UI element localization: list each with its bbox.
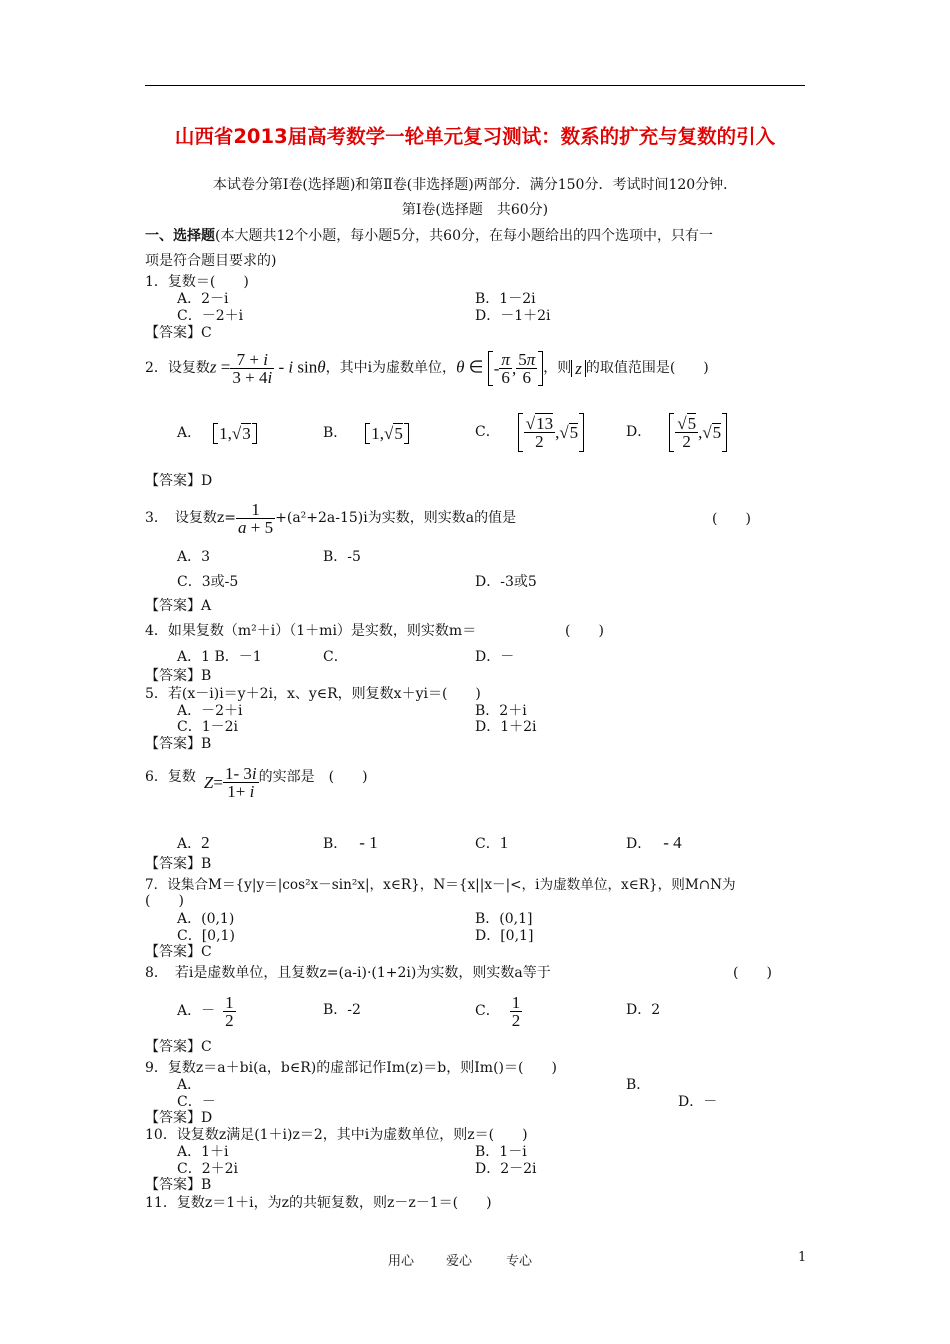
footer-mid: 爱心 xyxy=(446,1254,473,1269)
q9-answer xyxy=(145,1110,212,1127)
answer-label: 【答案】 xyxy=(145,1177,201,1193)
q6-option-d-label: D． xyxy=(626,836,652,852)
q4-option-d: D．－ xyxy=(475,649,515,665)
q6-option-b-value: - 1 xyxy=(359,833,378,852)
intro-text: 本试卷分第Ⅰ卷(选择题)和第Ⅱ卷(非选择题)两部分．满分150分．考试时间120分钟． xyxy=(212,177,738,193)
q2-option-c xyxy=(475,404,584,460)
answer-label: 【答案】 xyxy=(145,325,201,341)
q2-option-a xyxy=(177,410,257,456)
q2-option-b xyxy=(323,410,409,456)
section-desc-cont: 项是符合题目要求的) xyxy=(145,253,277,269)
q2-option-a-math: 1,√3 xyxy=(213,423,257,444)
q3-paren: ( ) xyxy=(712,511,751,527)
q8-paren: ( ) xyxy=(733,965,772,981)
q11-stem: 11．复数z＝1＋i，为z的共轭复数，则z－z－1＝( ) xyxy=(145,1195,492,1211)
q8-option-d: D．2 xyxy=(626,1002,661,1018)
q2-formula: z = $\frac{7 + i}{3 + 4i}$ - i sinθ xyxy=(209,349,326,387)
q1-stem: 1．复数＝( ) xyxy=(145,274,249,290)
q7-option-b: B．(0,1] xyxy=(475,911,533,927)
section-label: 一、选择题 xyxy=(145,228,215,244)
q8-answer-value: C xyxy=(201,1039,212,1055)
q6-option-c-value: 1 xyxy=(499,833,509,852)
section-desc: (本大题共12个小题，每小题5分，共60分，在每小题给出的四个选项中，只有一 xyxy=(215,228,713,244)
q2-number: 2．设复数 xyxy=(145,359,210,376)
header-rule xyxy=(145,85,805,86)
q4-paren: ( ) xyxy=(565,623,604,639)
q3-number: 3． 设复数 xyxy=(145,509,217,526)
q5-answer xyxy=(145,736,211,753)
q2-option-c-math: $\frac{√13}{2}$ ,√ 5 xyxy=(518,413,584,452)
q9-stem: 9．复数z＝a＋bi(a，b∈R)的虚部记作Im(z)＝b，则Im()＝( ) xyxy=(145,1060,557,1076)
q1-option-c: C．－2＋i xyxy=(177,308,244,324)
q2-answer xyxy=(145,473,212,490)
q8-option-c-label: C． xyxy=(475,1002,500,1019)
q10-option-a: A．1＋i xyxy=(177,1144,229,1160)
q5-option-b: B．2＋i xyxy=(475,703,527,719)
q2-modulus: z xyxy=(571,360,586,377)
document-title: 山西省2013届高考数学一轮单元复习测试：数系的扩充与复数的引入 xyxy=(174,125,776,148)
part-heading: 第Ⅰ卷(选择题 共60分) xyxy=(401,202,549,218)
q9-answer-value: D xyxy=(201,1110,213,1126)
q10-stem: 10．设复数z满足(1＋i)z＝2，其中i为虚数单位，则z＝( ) xyxy=(145,1127,528,1143)
q2-theta-range: θ ∈ - $\frac{\pi}{6}$ , $\frac{5\pi}{6}$ xyxy=(456,351,543,386)
q6-stem xyxy=(145,763,368,813)
q3-stem xyxy=(145,495,516,541)
q8-stem: 8． 若i是虚数单位，且复数z=(a-i)·(1+2i)为实数，则实数a等于 xyxy=(145,965,551,981)
q8-option-c-frac: $\frac{1}{2}$ xyxy=(511,992,521,1030)
q7-option-d: D．[0,1] xyxy=(475,928,534,944)
q9-option-c: C．－ xyxy=(177,1094,216,1110)
q3-formula: z= $\frac{1}{a + 5}$ +(a²+2a-15) xyxy=(216,499,364,537)
q5-answer-value: B xyxy=(201,736,212,752)
q5-option-c: C．1－2i xyxy=(177,719,239,735)
footer-right: 专心 xyxy=(506,1254,533,1269)
q5-option-d: D．1＋2i xyxy=(475,719,537,735)
q2-answer-value: D xyxy=(201,473,213,489)
q7-option-a: A．(0,1) xyxy=(177,911,235,927)
q2-option-d xyxy=(626,404,727,460)
q6-option-d-value: - 4 xyxy=(663,833,682,852)
q6-option-a-label: A． xyxy=(177,836,202,852)
section-heading xyxy=(145,228,713,245)
q6-option-b-label: B． xyxy=(323,836,348,852)
q10-option-b: B．1－i xyxy=(475,1144,527,1160)
footer-left: 用心 xyxy=(388,1254,415,1269)
q1-answer-value: C xyxy=(201,325,212,341)
q3-option-b: B．-5 xyxy=(323,549,361,565)
q8-option-a xyxy=(177,988,236,1034)
answer-label: 【答案】 xyxy=(145,856,201,872)
q7-option-c: C．[0,1) xyxy=(177,928,235,944)
q10-answer xyxy=(145,1177,211,1194)
q6-option-a-value: 2 xyxy=(201,833,210,852)
q5-option-a: A．－2＋i xyxy=(177,703,243,719)
q4-option-c: C． xyxy=(323,649,348,665)
q2-option-c-label: C． xyxy=(475,423,500,440)
q8-answer xyxy=(145,1039,212,1056)
q4-option-ab: A．1 B．－1 xyxy=(177,649,262,665)
q4-answer xyxy=(145,668,211,685)
q1-option-b: B．1－2i xyxy=(475,291,536,307)
q6-option-c xyxy=(475,828,508,853)
q9-option-d: D．－ xyxy=(678,1094,718,1110)
q6-formula: Z = $\frac{1- 3i}{1+ i}$ xyxy=(203,764,257,801)
answer-label: 【答案】 xyxy=(145,944,201,960)
q10-option-c: C．2＋2i xyxy=(177,1161,239,1177)
q2-option-a-label: A． xyxy=(177,424,202,441)
answer-label: 【答案】 xyxy=(145,1110,201,1126)
q6-option-b xyxy=(323,828,378,853)
q5-stem: 5．若(x－i)i＝y＋2i，x、y∈R，则复数x＋yi＝( ) xyxy=(145,686,481,702)
q3-answer xyxy=(145,598,211,615)
q2-stem xyxy=(145,345,709,391)
answer-label: 【答案】 xyxy=(145,668,201,684)
q8-option-c xyxy=(475,988,522,1034)
q2-text-3: 的取值范围是( ) xyxy=(585,359,709,376)
q6-answer-value: B xyxy=(201,856,212,872)
q6-answer xyxy=(145,856,211,873)
q1-option-a: A．2－i xyxy=(177,291,229,307)
q3-answer-value: A xyxy=(201,598,212,614)
q4-answer-value: B xyxy=(201,668,212,684)
q7-stem: 7．设集合M＝{y|y＝|cos²x－sin²x|，x∈R}，N＝{x||x－|<，i为虚数单位，x∈R}，则M∩N为 xyxy=(145,877,736,893)
q1-option-d: D．－1＋2i xyxy=(475,308,551,324)
q2-option-b-label: B． xyxy=(323,424,348,441)
answer-label: 【答案】 xyxy=(145,473,201,489)
q10-answer-value: B xyxy=(201,1177,212,1193)
q9-option-b: B． xyxy=(626,1077,651,1093)
q4-stem: 4．如果复数（m²＋i）（1＋mi）是实数，则实数m＝ xyxy=(145,623,477,639)
q7-answer-value: C xyxy=(201,944,212,960)
q2-option-b-math: 1,√5 xyxy=(365,423,409,444)
q2-text-2: ，则 xyxy=(543,359,572,376)
q2-text: ，其中i为虚数单位， xyxy=(325,359,457,376)
q3-option-d: D．-3或5 xyxy=(475,574,537,590)
q8-option-b: B．-2 xyxy=(323,1002,361,1018)
q1-answer xyxy=(145,325,212,342)
answer-label: 【答案】 xyxy=(145,598,201,614)
q6-number: 6．复数 xyxy=(145,769,196,785)
page-number: 1 xyxy=(798,1250,807,1265)
q8-option-a-label: A．－ xyxy=(177,1002,216,1019)
answer-label: 【答案】 xyxy=(145,736,201,752)
q10-option-d: D．2－2i xyxy=(475,1161,537,1177)
q8-option-a-frac: $\frac{1}{2}$ xyxy=(225,992,234,1030)
q7-paren: ( ) xyxy=(145,893,184,909)
q6-text: 的实部是 ( ) xyxy=(258,769,368,785)
q3-option-c: C．3或-5 xyxy=(177,574,239,590)
q9-option-a: A． xyxy=(177,1077,202,1093)
q2-option-d-math: $\frac{√5}{2}$ ,√ 5 xyxy=(669,413,727,452)
answer-label: 【答案】 xyxy=(145,1039,201,1055)
q7-answer xyxy=(145,944,212,961)
q3-text: i为实数，则实数a的值是 xyxy=(363,509,517,526)
q6-option-a xyxy=(177,828,210,853)
q2-option-d-label: D． xyxy=(626,423,652,440)
q6-option-d xyxy=(626,828,682,853)
q6-option-c-label: C． xyxy=(475,836,500,852)
q3-option-a: A．3 xyxy=(177,549,211,565)
